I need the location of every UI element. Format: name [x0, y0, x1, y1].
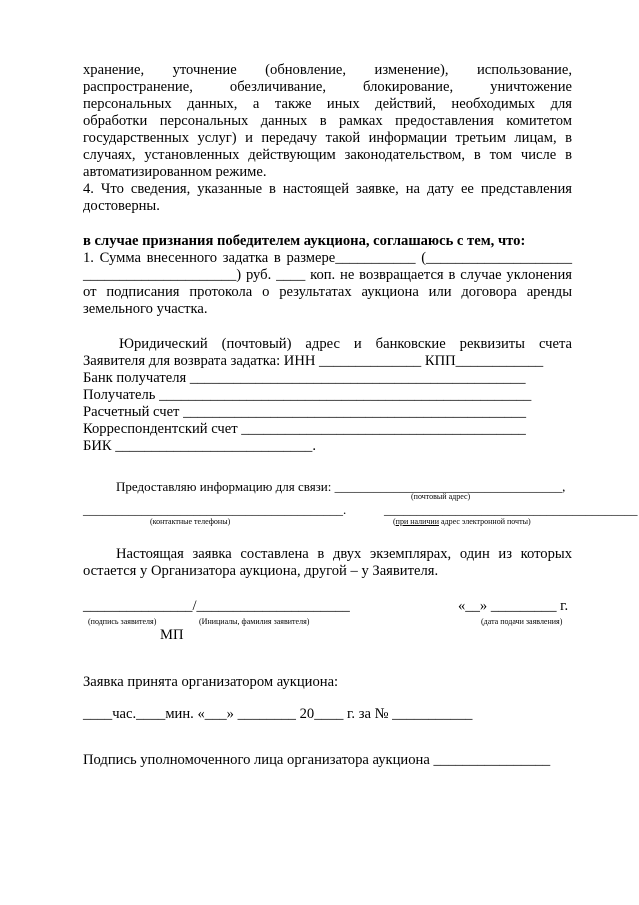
bank-intro: Юридический (почтовый) адрес и банковские реквизиты счета: [119, 336, 572, 352]
copies-line-2: остается у Организатора аукциона, другой – у Заявителя.: [83, 563, 439, 579]
date-caption: (дата подачи заявления): [481, 617, 563, 626]
account-line: Расчетный счет _______________________________________________: [83, 404, 527, 420]
initials-caption: (Инициалы, фамилия заявителя): [199, 617, 310, 626]
deposit-line-4: земельного участка.: [83, 301, 208, 317]
winner-heading: в случае признания победителем аукциона, соглашаюсь с тем, что:: [83, 233, 526, 249]
item4-line-1: 4. Что сведения, указанные в настоящей заявке, на дату ее представления: [83, 181, 572, 197]
deposit-line-3: от подписания протокола о результатах аукциона или договора аренды: [83, 284, 572, 300]
recipient-line: Получатель ___________________________________________________: [83, 387, 532, 403]
consent-line-5: государственных услуг) и передачу такой информации третьим лицам, в: [83, 130, 572, 146]
phones-caption: (контактные телефоны): [150, 517, 231, 526]
deposit-line-1: 1. Сумма внесенного задатка в размере___________ (____________________: [83, 250, 572, 266]
contact-line: Предоставляю информацию для связи: ___________________________________,: [116, 479, 566, 494]
inn-kpp-line: Заявителя для возврата задатка: ИНН ______________ КПП____________: [83, 353, 544, 369]
bik-line: БИК ___________________________.: [83, 438, 316, 454]
copies-line-1: Настоящая заявка составлена в двух экземплярах, один из которых: [116, 546, 572, 562]
date-blank: «__» _________ г.: [458, 598, 569, 614]
item4-line-2: достоверны.: [83, 198, 160, 214]
bank-name-line: Банк получателя ______________________________________________: [83, 370, 526, 386]
signature-caption: (подпись заявителя): [88, 617, 157, 626]
time-number-line: ____час.____мин. «___» ________ 20____ г. за № ___________: [83, 706, 473, 722]
accepted-title: Заявка принята организатором аукциона:: [83, 674, 339, 690]
postal-caption: (почтовый адрес): [411, 492, 471, 501]
phones-blank: ________________________________________.: [83, 502, 347, 517]
consent-line-7: автоматизированном режиме.: [83, 164, 267, 180]
consent-line-4: обработки персональных данных в рамках предоставления комитетом: [83, 113, 572, 129]
consent-line-1: хранение, уточнение (обновление, изменение), использование,: [83, 62, 572, 78]
consent-line-2: распространение, обезличивание, блокирование, уничтожение: [83, 79, 572, 95]
official-signature-line: Подпись уполномоченного лица организатора аукциона ________________: [83, 752, 551, 768]
stamp-placeholder: МП: [160, 627, 184, 643]
consent-line-3: персональных данных, а также иных действий, необходимых для: [83, 96, 572, 112]
signature-blank: _______________/_____________________: [83, 598, 350, 614]
deposit-line-2: _____________________) руб. ____ коп. не возвращается в случае уклонения: [83, 267, 572, 283]
email-blank: _______________________________________: [384, 502, 638, 517]
email-caption: (при наличии адрес электронной почты): [393, 517, 531, 526]
consent-line-6: случаях, установленных действующим законодательством, в том числе в: [83, 147, 572, 163]
corr-account-line: Корреспондентский счет _______________________________________: [83, 421, 526, 437]
